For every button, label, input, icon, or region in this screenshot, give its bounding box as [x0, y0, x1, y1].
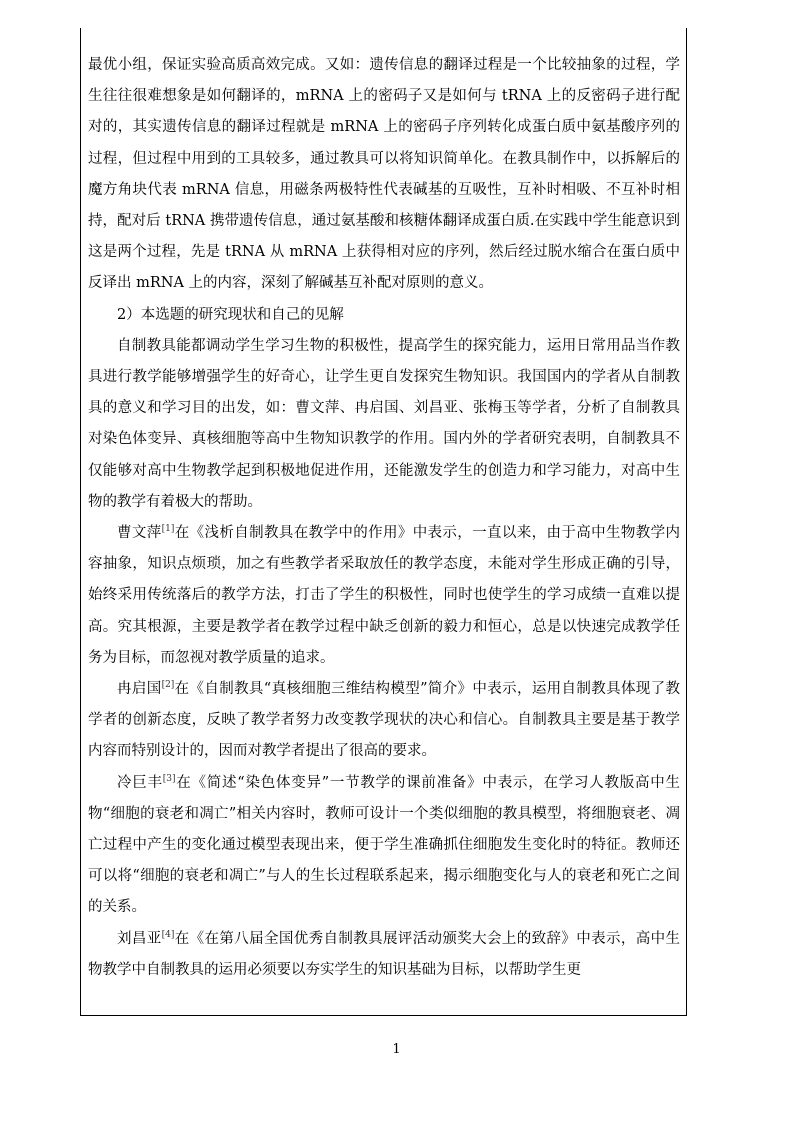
page-number: 1	[392, 1042, 401, 1057]
author-name: 曹文萍	[117, 525, 162, 542]
paragraph-cao-wenping	[88, 518, 680, 674]
citation-ref[interactable]: [3]	[162, 773, 176, 784]
citation-ref[interactable]: [4]	[161, 929, 175, 940]
paragraph-text: 在《浅析自制教具在教学中的作用》中表示，一直以来，由于高中生物教学内容抽象，知识点烦琐，加之有些教学者采取放任的教学态度，未能对学生形成正确的引导，始终采用传统落后的教学方法，打击了学生的积极性，同时也使学生的学习成绩一直难以提高。究其根源，主要是教学者在教学过程中缺乏创新的毅力和恒心，总是以快速完成教学任务为目标，而忽视对教学质量的追求。	[88, 525, 681, 666]
paragraph-text: 在《在第八届全国优秀自制教具展评活动颁奖大会上的致辞》中表示，高中生物教学中自制教具的运用必须要以夯实学生的知识基础为目标，以帮助学生更	[88, 930, 681, 978]
paragraph-ran-qiguo	[88, 674, 680, 768]
paragraph-liu-changya	[88, 924, 680, 986]
citation-ref[interactable]: [2]	[161, 680, 175, 691]
author-name: 冉启国	[117, 681, 162, 698]
author-name: 刘昌亚	[117, 930, 162, 947]
paragraph-text: 在《简述“染色体变异”一节教学的课前准备》中表示，在学习人教版高中生物“细胞的衰老和凋亡”相关内容时，教师可设计一个类似细胞的教具模型，将细胞衰老、凋亡过程中产生的变化通过模型表现出来，便于学生准确抓住细胞发生变化时的特征。教师还可以将“细胞的衰老和凋亡”与人的生长过程联系起来，揭示细胞变化与人的衰老和死亡之间的关系。	[88, 774, 680, 916]
paragraph-translation-example: 最优小组，保证实验高质高效完成。又如：遗传信息的翻译过程是一个比较抽象的过程，学生往往很难想象是如何翻译的，mRNA 上的密码子又是如何与 tRNA 上的反密码子进行配对的，其实遗传信息的翻译过程就是 mRNA 上的密码子序列转化成蛋白质中氨基酸序列的过程，但过程中用到的工具较多，通过教具可以将知识简单化。在教具制作中，以拆解后的魔方角块代表 mRNA 信息，用磁条两极特性代表碱基的互吸性，互补时相吸、不互补时相持，配对后 tRNA 携带遗传信息，通过氨基酸和核糖体翻译成蛋白质.在实践中学生能意识到这是两个过程，先是 tRNA 从 mRNA 上获得相对应的序列，然后经过脱水缩合在蛋白质中反译出 mRNA 上的内容，深刻了解碱基互补配对原则的意义。	[88, 57, 680, 292]
paragraph-leng-jufeng	[88, 768, 680, 924]
author-name: 冷巨丰	[117, 774, 163, 791]
paragraph-research-status: 自制教具能都调动学生学习生物的积极性，提高学生的探究能力，运用日常用品当作教具进行教学能够增强学生的好奇心，让学生更自发探究生物知识。我国国内的学者从自制教具的意义和学习目的出发，如：曹文萍、冉启国、刘昌亚、张梅玉等学者，分析了自制教具对染色体变异、真核细胞等高中生物知识教学的作用。国内外的学者研究表明，自制教具不仅能够对高中生物教学起到积极地促进作用，还能激发学生的创造力和学习能力，对高中生物的教学有着极大的帮助。	[88, 337, 680, 510]
paragraph-text: 在《自制教具“真核细胞三维结构模型”简介》中表示，运用自制教具体现了教学者的创新态度，反映了教学者努力改变教学现状的决心和信心。自制教具主要是基于教学内容而特别设计的，因而对教学者提出了很高的要求。	[88, 681, 680, 760]
section-heading: 2）本选题的研究现状和自己的见解	[117, 306, 344, 323]
document-body	[88, 50, 680, 986]
citation-ref[interactable]: [1]	[161, 524, 175, 535]
